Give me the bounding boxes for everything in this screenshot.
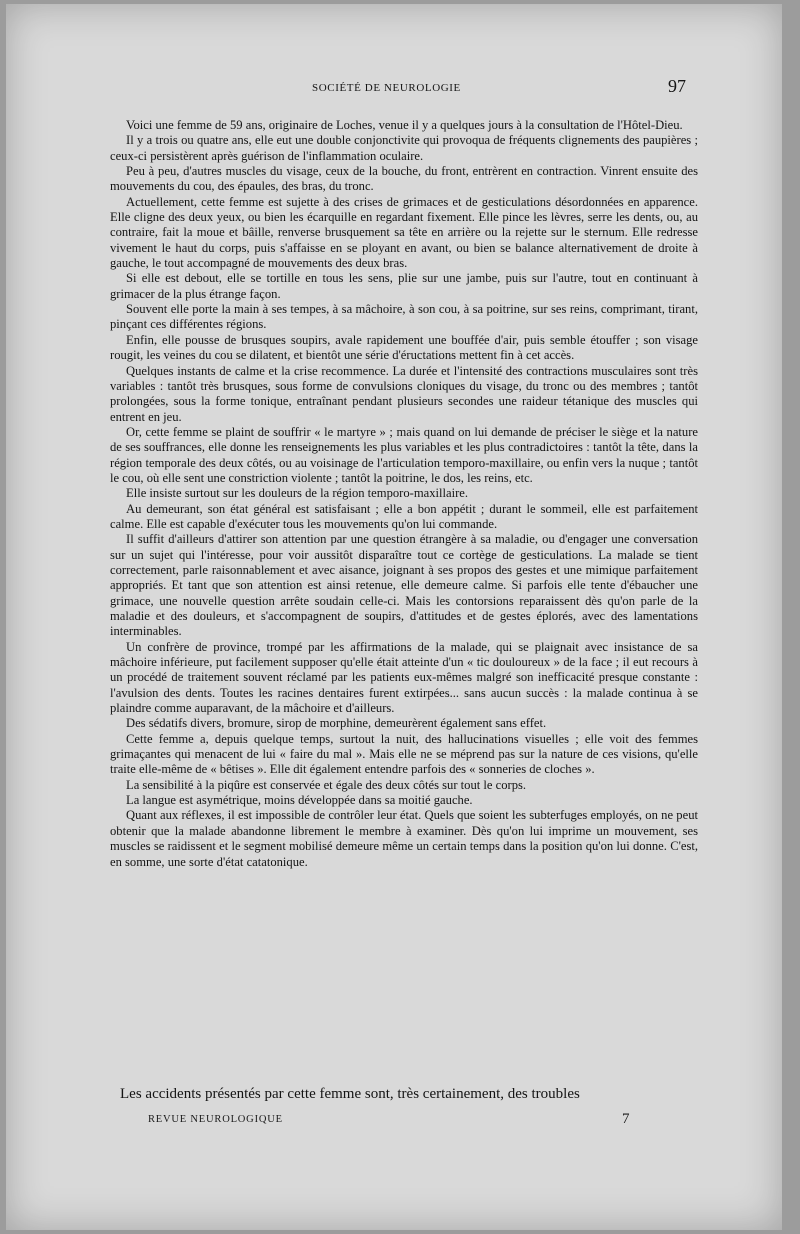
paragraph: Cette femme a, depuis quelque temps, surtout la nuit, des hallucinations visuelles ; elle voit des femmes grimaçantes qui menacent de lui « faire du mal ». Mais elle ne se méprend pas sur la nature de ces visions, qu'elle traite elle-même de « bêtises ». Elle dit également entendre parfois des « sonneries de cloches ». bbox=[110, 731, 698, 777]
signature-mark: 7 bbox=[622, 1111, 630, 1127]
paragraph: Souvent elle porte la main à ses tempes, à sa mâchoire, à son cou, à sa poitrine, sur ses reins, comprimant, tirant, pinçant ces différentes régions. bbox=[110, 302, 698, 332]
paragraph: Il y a trois ou quatre ans, elle eut une double conjonctivite qui provoqua de fréquents clignements des paupières ; ceux-ci persistèrent après guérison de l'inflammation oculaire. bbox=[110, 133, 698, 163]
paragraph: Enfin, elle pousse de brusques soupirs, avale rapidement une bouffée d'air, puis semble étouffer ; son visage rougit, les veines du cou se dilatent, et bientôt une série d'éructations mettent fin à cet accès. bbox=[110, 332, 698, 363]
paragraph: Actuellement, cette femme est sujette à des crises de grimaces et de gesticulations désordonnées en apparence. Elle cligne des deux yeux, ou bien les écarquille en regardant fixement. Elle pince les lèvres, serre les dents, ou, au contraire, fait la moue et bâille, renverse brusquement sa tête en arrière ou la rejette sur le sternum. Elle redresse vivement le haut du corps, puis s'affaisse en se ployant en avant, ou bien se balance alternativement de droite à gauche, le tout accompagné de mouvements des deux bras. bbox=[110, 194, 698, 271]
section-title: SOCIÉTÉ DE NEUROLOGIE bbox=[312, 82, 461, 94]
paragraph: Quelques instants de calme et la crise recommence. La durée et l'intensité des contractions musculaires sont très variables : tantôt très brusques, sous forme de convulsions cloniques du visage, du tronc ou des membres ; tantôt prolongées, sous la forme tonique, entraînant pendant plusieurs secondes une raideur tétanique des muscles qui entrent en jeu. bbox=[110, 363, 698, 424]
book-page bbox=[6, 4, 782, 1230]
page-number: 97 bbox=[668, 76, 686, 96]
paragraph: Au demeurant, son état général est satisfaisant ; elle a bon appétit ; durant le sommeil, elle est parfaitement calme. Elle est capable d'exécuter tous les mouvements qu'on lui commande. bbox=[110, 501, 698, 531]
paragraph: Voici une femme de 59 ans, originaire de Loches, venue il y a quelques jours à la consultation de l'Hôtel-Dieu. bbox=[126, 118, 683, 132]
journal-name: REVUE NEUROLOGIQUE bbox=[148, 1114, 283, 1125]
body-text bbox=[110, 118, 698, 870]
paragraph: Si elle est debout, elle se tortille en tous les sens, plie sur une jambe, puis sur l'autre, tout en continuant à grimacer de la plus étrange façon. bbox=[110, 271, 698, 301]
paragraph: Il suffit d'ailleurs d'attirer son attention par une question étrangère à sa maladie, ou d'engager une conversation sur un sujet qui l'intéresse, pour voir aussitôt disparaître tout ce cortège de gesticulations. La malade se tient correctement, parle raisonnablement et avec aisance, joignant à ses propos des gestes et une mimique parfaitement appropriés. Et tant que son attention est ainsi retenue, elle demeure calme. Si parfois elle tente d'ébaucher une grimace, une nouvelle question arrête soudain celle-ci. Mais les contorsions reparaissent dès qu'on parle de la maladie et des douleurs, et s'accompagnent de soupirs, d'attitudes et de gestes éplorés, avec des lamentations interminables. bbox=[110, 532, 698, 639]
paragraph: La langue est asymétrique, moins développée dans sa moitié gauche. bbox=[126, 793, 473, 808]
paragraph: Peu à peu, d'autres muscles du visage, ceux de la bouche, du front, entrèrent en contraction. Vinrent ensuite des mouvements du cou, des épaules, des bras, du tronc. bbox=[110, 164, 698, 194]
paragraph: Elle insiste surtout sur les douleurs de la région temporo-maxillaire. bbox=[126, 486, 469, 501]
paragraph: Or, cette femme se plaint de souffrir « le martyre » ; mais quand on lui demande de préciser le siège et la nature de ses souffrances, elle donne les renseignements les plus variables et les plus contradictoires : tantôt la tête, dans la région temporale des deux côtés, ou au voisinage de l'articulation temporo-maxillaire, ou enfin vers la nuque ; tantôt le cou, où elle sent une constriction violente ; tantôt la poitrine, le dos, les reins, etc. bbox=[110, 424, 698, 485]
closing-line: Les accidents présentés par cette femme sont, très certainement, des troubles bbox=[120, 1086, 580, 1102]
paragraph: Quant aux réflexes, il est impossible de contrôler leur état. Quels que soient les subterfuges employés, on ne peut obtenir que la malade abandonne librement le membre à examiner. Dès qu'on lui imprime un mouvement, ses muscles se raidissent et le segment mobilisé demeure même un certain temps dans la position qu'on lui donne. C'est, en somme, une sorte d'état catatonique. bbox=[110, 808, 698, 869]
paragraph: Des sédatifs divers, bromure, sirop de morphine, demeurèrent également sans effet. bbox=[126, 716, 547, 731]
paragraph: Un confrère de province, trompé par les affirmations de la malade, qui se plaignait avec insistance de sa mâchoire inférieure, put facilement supposer qu'elle était atteinte d'un « tic douloureux » de la face ; il eut recours à un procédé de traitement souvent réclamé par les patients eux-mêmes malgré son inefficacité presque constante : l'avulsion des dents. Toutes les racines dentaires furent extirpées... sans aucun succès : la malade continua à se plaindre comme auparavant, de la mâchoire et d'ailleurs. bbox=[110, 639, 698, 716]
paragraph: La sensibilité à la piqûre est conservée et égale des deux côtés sur tout le corps. bbox=[126, 777, 527, 792]
